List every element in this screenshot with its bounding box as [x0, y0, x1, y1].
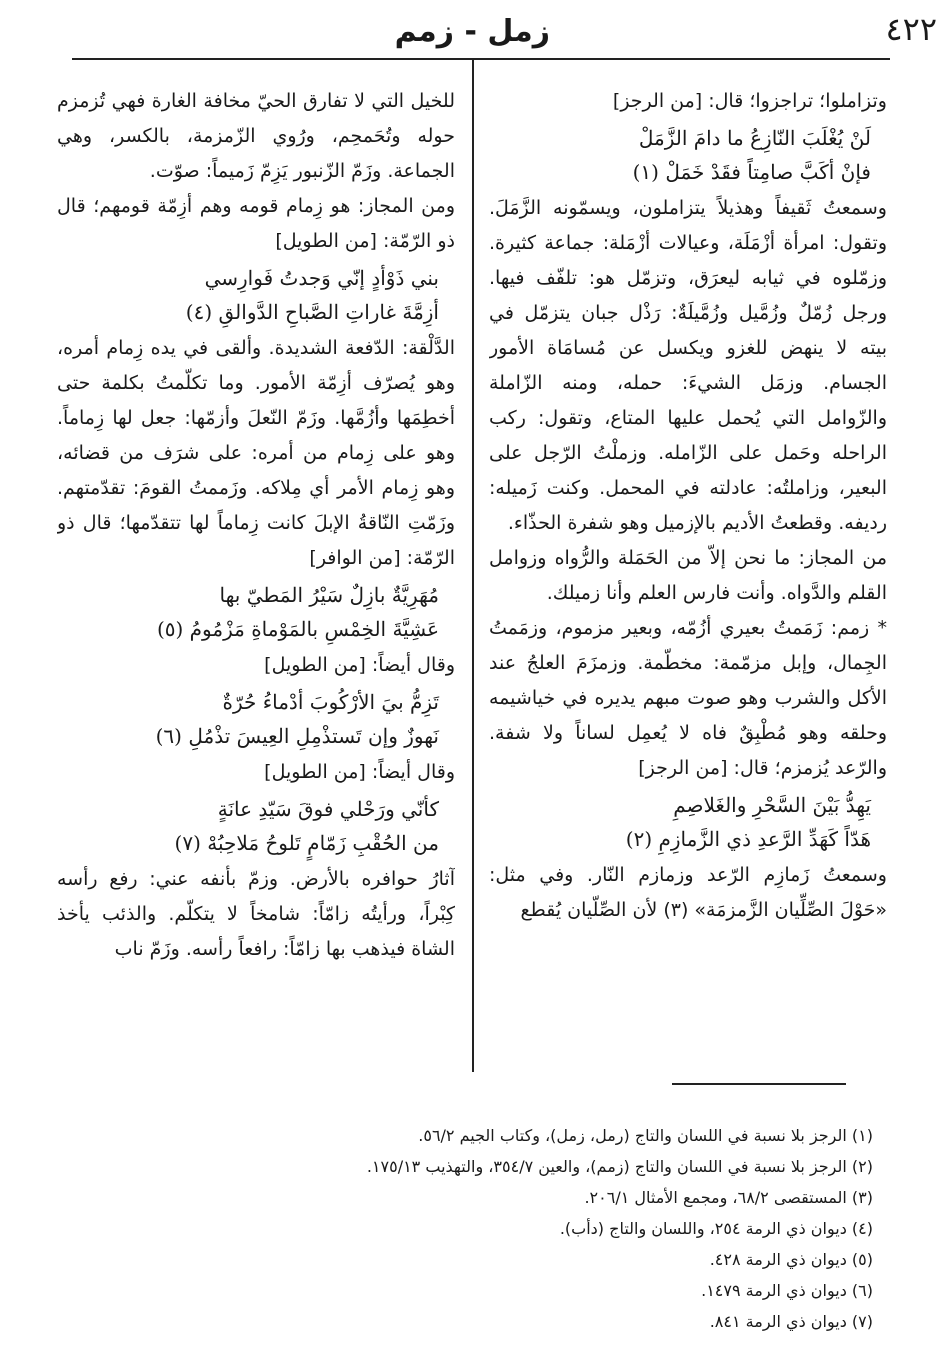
verse-line: لَنْ يُغْلَبَ النّازِعُ ما دامَ الزَّمَلْ — [638, 126, 871, 150]
verse — [57, 685, 455, 753]
paragraph: * زمم: زَمَمتُ بعيري أزُمّه، وبعير مزموم، وزمَمتُ الجِمال، وإبل مزمّمة: مخطّمة. وزمزَمَ العلجُ عند الأكل والشرب وهو صوت مبهم يديره في خياشيمه وحلقه وهو مُطْبِقٌ فاه لا يُعمِل لساناً ولا شفة. والرّعد يُزمزم؛ قال: [من الرجز] — [489, 617, 887, 779]
left-column — [57, 84, 455, 1069]
verse — [489, 788, 887, 856]
verse-line: يَهِدُّ بَيْنَ السَّحْرِ والغَلاصِمِ — [673, 793, 871, 817]
verse-line: نَهوزٌ وإن تَستذْمِلِ العِيسَ تذْمُلِ (٦) — [155, 724, 439, 748]
page-title: زمل - زمم — [394, 14, 550, 49]
verse — [57, 792, 455, 860]
verse-line: فإنْ أكَبَّ صامِتاً فقَدْ خَمَلْ (١) — [632, 160, 871, 184]
verse-line: عَشِيَّةَ الخِمْسِ بالمَوْماةِ مَزْمُومُ (٥) — [156, 617, 439, 641]
verse-line: مُهَرِيَّةٌ بازِلٌ سَيْرُ المَطيّ بها — [219, 583, 439, 607]
verse-line: تَزِمُّ بيَ الأرْكُوبَ أدْماءُ حُرّةٌ — [222, 690, 439, 714]
paragraph: وتزاملوا؛ تراجزوا؛ قال: [من الرجز] — [612, 90, 887, 112]
page-number: ٤٢٢ — [885, 10, 937, 48]
verse-line: بني ذَوْأدٍ إنّي وَجدتُ فَوارِسي — [204, 266, 439, 290]
verse — [57, 578, 455, 646]
verse-line: من الحُقْبِ زَمّامٍ تَلوحُ مَلاحِبُهْ (٧) — [174, 831, 439, 855]
paragraph: من المجاز: ما نحن إلاّ من الحَمَلة والرُّواه وزوامل القلم والدَّواه. وأنت فارس العلم وأنا زميلك. — [489, 547, 887, 604]
paragraph: وسمعتُ ثَقيفاً وهذيلاً يتزاملون، ويسمّونه الزَّمَلَ. وتقول: امرأة أزْمَلَة، وعيالات أزْمَلة: جماعة كثيرة. وزمّلوه في ثيابه ليعرَق، وتزمّل هو: تلفّف فيها. ورجل زُمّلٌ وزُمَّيل وزُمَّيلَةٌ: رَذْل جبان يتزمّل في بيته لا ينهض للغزو ويكسل عن مُسامَاة الأمور الجسام. وزمَل الشيءَ: حمله، ومنه الزّاملة والزّوامل التي يُحمل عليها المتاع، وتقول: ركب الراحله وحَمل على الزّامله. وزملْتُ الرّجل على البعير، وزاملتُه: عادلته في المحمل. وكنت زَميله: رديفه. وقطعتُ الأديم بالإزميل وهو شفرة الحذّاء. — [489, 197, 887, 534]
verse — [489, 121, 887, 189]
paragraph: آثارُ حوافره بالأرض. وزمّ بأنفه عني: رفع رأسه كِبْراً، ورأيتُه زامّاً: شامخاً لا يتكلّم. والذئب يأخذ الشاة فيذهب بها زامّاً: رافعاً رأسه. وزَمّ ناب — [57, 868, 455, 960]
verse-line: كأنّي ورَحْلي فوقَ سَيّدِ عانَةٍ — [217, 797, 439, 821]
header-rule — [72, 58, 890, 60]
paragraph: ومن المجاز: هو زِمام قومه وهم أزِمّة قومهم؛ قال ذو الرّمّة: [من الطويل] — [57, 195, 455, 252]
footnote: (٢) الرجز بلا نسبة في اللسان والتاج (زمم)، والعين ٣٥٤/٧، والتهذيب ١٧٥/١٣. — [366, 1157, 873, 1176]
paragraph: وقال أيضاً: [من الطويل] — [264, 761, 455, 783]
paragraph: للخيل التي لا تفارق الحيّ مخافة الغارة فهي تُزمزم حوله وتُحَمحِم، ورُوي الزّمزمة، بالكسر، وهي الجماعة. وزَمّ الزّنبور يَزِمّ زَميماً: صوّت. — [57, 90, 455, 182]
footnote: (٤) ديوان ذي الرمة ٢٥٤، واللسان والتاج (دأب). — [559, 1219, 873, 1238]
paragraph: وسمعتُ زَمازِم الرّعد وزمازم النّار. وفي مثل: «حَوْلَ الصِّلِّيان الزَّمزمَة» (٣) لأن الصِّلّيان يُقطع — [489, 864, 887, 921]
column-divider — [472, 60, 474, 1072]
verse-line: أزِمَّةَ غاراتِ الصَّباحِ الدَّوالقِ (٤) — [185, 300, 439, 324]
paragraph: الدَّلْقة: الدّفعة الشديدة. وألقى في يده زِمام أمره، وهو يُصرّف أزِمّة الأمور. وما تكلّمتُ بكلمة حتى أخطِمَها وأزُمَّها. وزَمّ النّعلَ وأزمّها: جعل لها زِماماً. وهو على زِمام من أمره: على شرَف من قضائه، وهو زِمام الأمر أي مِلاكه. وزَممتُ القومَ: تقدّمتهم. وزَمّتِ النّاقةُ الإبلَ كانت زِماماً لها تتقدّمها؛ قال ذو الرّمّة: [من الوافر] — [57, 337, 455, 569]
footnote: (٥) ديوان ذي الرمة ٤٢٨. — [709, 1250, 873, 1269]
footnote: (٧) ديوان ذي الرمة ٨٤١. — [709, 1312, 873, 1331]
paragraph: وقال أيضاً: [من الطويل] — [264, 654, 455, 676]
footnote-rule — [672, 1083, 846, 1085]
verse-line: هَدّاً كَهَدِّ الرَّعدِ ذي الزَّمازِمِ (٢) — [625, 827, 871, 851]
footnotes — [73, 1120, 873, 1337]
footnote: (٣) المستقصى ٦٨/٢، ومجمع الأمثال ٢٠٦/١. — [584, 1188, 873, 1207]
footnote: (١) الرجز بلا نسبة في اللسان والتاج (رمل، زمل)، وكتاب الجيم ٥٦/٢. — [418, 1126, 873, 1145]
right-column — [489, 84, 887, 1069]
footnote: (٦) ديوان ذي الرمة ١٤٧٩. — [701, 1281, 873, 1300]
verse — [57, 261, 455, 329]
